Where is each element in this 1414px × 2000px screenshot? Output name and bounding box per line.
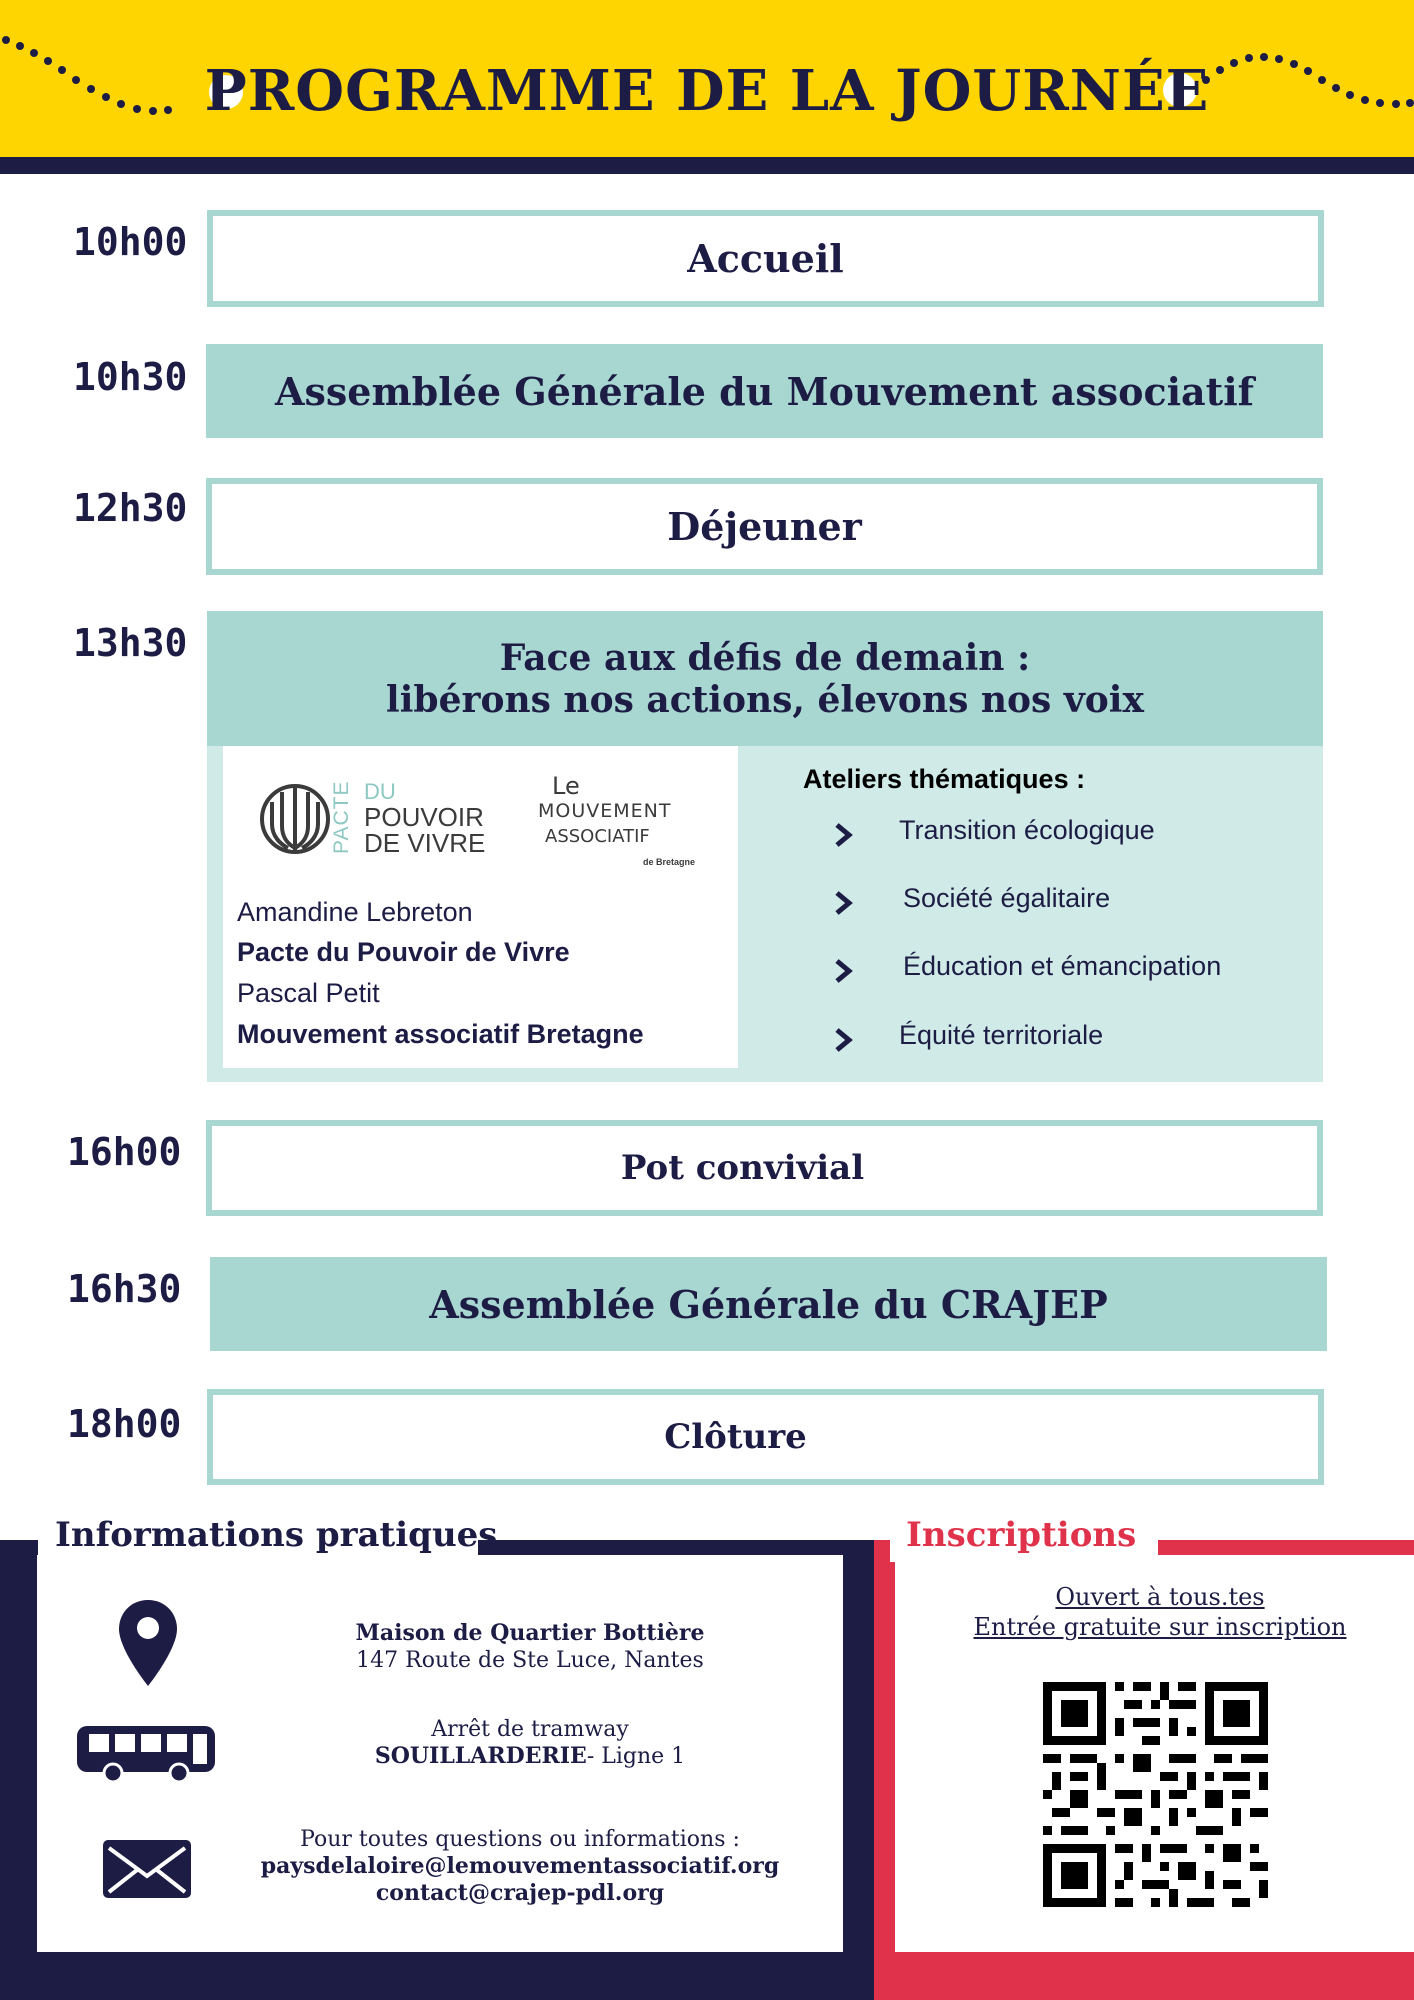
time-1000: 10h00 [73, 220, 188, 264]
event-cloture: Clôture [207, 1389, 1324, 1485]
tram-block [310, 1716, 750, 1770]
event-ag-mouvement: Assemblée Générale du Mouvement associatif [206, 344, 1323, 438]
atelier-item: Société égalitaire [903, 883, 1111, 913]
tram-line: - Ligne 1 [586, 1744, 686, 1769]
inscriptions-title: Inscriptions [906, 1515, 1137, 1555]
venue-block [310, 1620, 750, 1674]
time-1630: 16h30 [67, 1267, 182, 1311]
atelier-item: Éducation et émancipation [903, 951, 1222, 981]
time-1030: 10h30 [73, 355, 188, 399]
contact-intro: Pour toutes questions ou informations : [300, 1827, 740, 1852]
envelope-icon [101, 1838, 193, 1900]
contact-block [240, 1826, 800, 1907]
page-title: PROGRAMME DE LA JOURNÉE [204, 58, 1210, 124]
time-1230: 12h30 [73, 486, 188, 530]
qr-code-icon[interactable] [1043, 1682, 1268, 1907]
event-dejeuner: Déjeuner [206, 478, 1323, 575]
time-1800: 18h00 [67, 1402, 182, 1446]
atelier-item: Équité territoriale [899, 1020, 1104, 1050]
ateliers-title: Ateliers thématiques : [803, 764, 1086, 794]
chevron-right-icon [833, 1027, 853, 1053]
conference-title-line2: libérons nos actions, élevons nos voix [386, 679, 1144, 721]
conference-title-line1: Face aux défis de demain : [499, 637, 1031, 679]
pacte-logo-icon [258, 782, 332, 856]
mouvement-logo-associatif: ASSOCIATIF [545, 826, 650, 847]
tram-stop: SOUILLARDERIE [374, 1743, 587, 1769]
mouvement-logo-le: Le [552, 772, 580, 800]
mouvement-logo-mouvement: MOUVEMENT [538, 800, 672, 822]
venue-name: Maison de Quartier Bottière [355, 1620, 705, 1646]
time-1330: 13h30 [73, 621, 188, 665]
atelier-item: Transition écologique [899, 815, 1155, 845]
event-accueil: Accueil [207, 210, 1324, 307]
speaker-org: Mouvement associatif Bretagne [237, 1019, 644, 1049]
pacte-logo-devivre: DE VIVRE [364, 828, 486, 858]
chevron-right-icon [833, 890, 853, 916]
chevron-right-icon [833, 958, 853, 984]
pacte-logo-pouvoir: POUVOIR [364, 802, 484, 832]
event-pot-convivial: Pot convivial [206, 1120, 1323, 1216]
time-1600: 16h00 [67, 1130, 182, 1174]
chevron-right-icon [833, 822, 853, 848]
speaker-name: Pascal Petit [237, 978, 380, 1008]
speaker-name: Amandine Lebreton [237, 897, 473, 927]
pacte-logo-du: DU [364, 779, 396, 804]
contact-email-link[interactable]: contact@crajep-pdl.org [375, 1880, 665, 1906]
speaker-org: Pacte du Pouvoir de Vivre [237, 937, 570, 967]
event-ag-crajep: Assemblée Générale du CRAJEP [210, 1257, 1327, 1351]
header-band [0, 157, 1414, 174]
contact-email-link[interactable]: paysdelaloire@lemouvementassociatif.org [260, 1853, 780, 1879]
tram-stop-line [310, 1743, 750, 1770]
info-title: Informations pratiques [55, 1515, 498, 1555]
inscription-link[interactable]: Entrée gratuite sur inscription [973, 1613, 1347, 1641]
location-pin-icon [117, 1598, 179, 1688]
venue-address: 147 Route de Ste Luce, Nantes [356, 1648, 704, 1673]
event-conference [207, 611, 1323, 747]
pacte-logo-vertical: PACTE [330, 780, 353, 854]
bus-icon [75, 1724, 217, 1784]
inscriptions-text [930, 1582, 1390, 1642]
mouvement-logo-bretagne: de Bretagne [643, 857, 696, 867]
inscription-link[interactable]: Ouvert à tous.tes [1055, 1583, 1265, 1611]
tram-label: Arrêt de tramway [431, 1717, 629, 1742]
